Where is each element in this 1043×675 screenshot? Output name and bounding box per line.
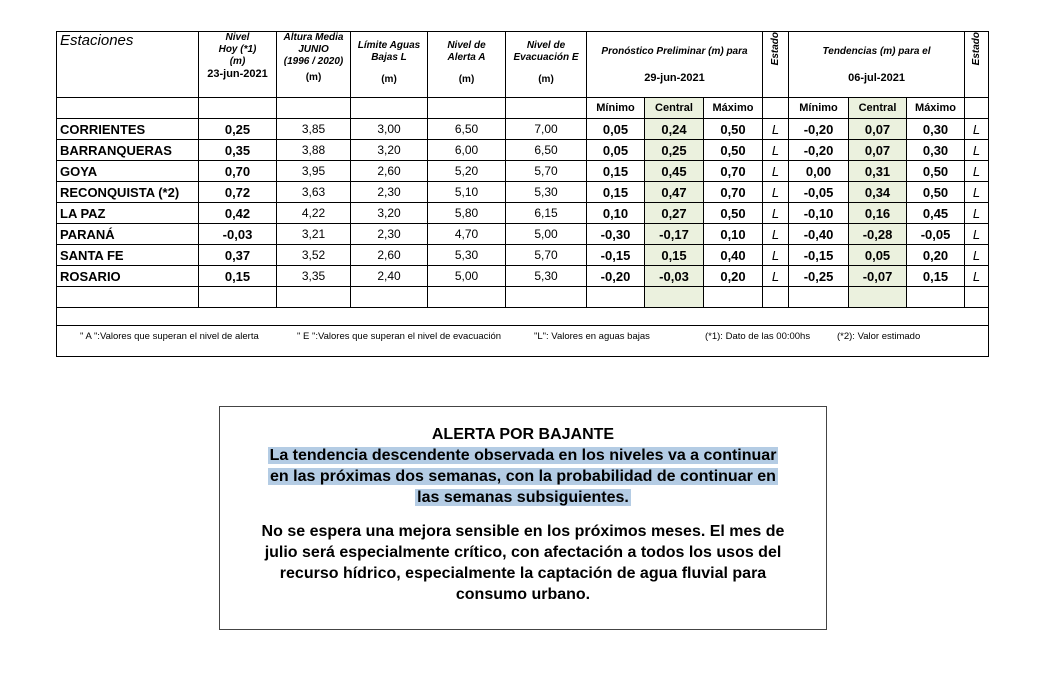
header-text: Nivel: [225, 32, 250, 43]
footnotes: [57, 327, 987, 357]
cell-estado-2: L: [965, 266, 989, 287]
cell-tendencia-maximo: 0,45: [907, 203, 965, 224]
cell-tendencia-central: 0,16: [849, 203, 907, 224]
cell-pronostico-maximo: 0,10: [704, 224, 763, 245]
header-text: (m): [229, 56, 246, 67]
header-estado: [763, 32, 789, 98]
cell-limite-aguas-bajas: 2,30: [351, 224, 428, 245]
header-unit: (m): [458, 74, 475, 85]
header-date: 29-jun-2021: [644, 72, 705, 84]
cell-tendencia-maximo: 0,30: [907, 140, 965, 161]
alert-line: consumo urbano.: [455, 586, 591, 603]
cell-station-name: GOYA: [57, 161, 199, 182]
cell-tendencia-central: 0,05: [849, 245, 907, 266]
subheader-maximo-2: Máximo: [907, 98, 965, 119]
cell-pronostico-minimo: 0,15: [587, 161, 645, 182]
cell-tendencia-central: 0,34: [849, 182, 907, 203]
cell-pronostico-central: -0,17: [645, 224, 704, 245]
alert-line: julio será especialmente crítico, con afectación a todos los usos del: [264, 544, 782, 561]
subheader-central-2: Central: [849, 98, 907, 119]
table-body: [57, 119, 989, 287]
cell-nivel-hoy: 0,35: [199, 140, 277, 161]
cell-station-name: PARANÁ: [57, 224, 199, 245]
cell-nivel-evacuacion: 5,70: [506, 245, 587, 266]
table-row: [57, 140, 989, 161]
alert-title: ALERTA POR BAJANTE: [431, 426, 615, 443]
cell-estado: L: [763, 266, 789, 287]
cell-estado-2: L: [965, 182, 989, 203]
cell-estado-2: L: [965, 140, 989, 161]
cell-pronostico-central: 0,45: [645, 161, 704, 182]
cell-pronostico-central: -0,03: [645, 266, 704, 287]
cell-pronostico-minimo: 0,05: [587, 119, 645, 140]
header-text: Estado: [971, 32, 983, 66]
table-row: [57, 224, 989, 245]
cell-estado-2: L: [965, 203, 989, 224]
cell-tendencia-minimo: -0,20: [789, 119, 849, 140]
cell-pronostico-minimo: 0,15: [587, 182, 645, 203]
cell-estado: L: [763, 161, 789, 182]
cell-pronostico-central: 0,27: [645, 203, 704, 224]
table-row: [57, 203, 989, 224]
header-unit: (m): [305, 72, 322, 83]
cell-tendencia-maximo: 0,15: [907, 266, 965, 287]
header-text: JUNIO: [298, 44, 329, 55]
header-text: Tendencias (m) para el: [822, 46, 931, 57]
cell-altura-media: 3,85: [277, 119, 351, 140]
cell-tendencia-maximo: 0,20: [907, 245, 965, 266]
subheader-minimo: Mínimo: [587, 98, 645, 119]
cell-pronostico-maximo: 0,40: [704, 245, 763, 266]
alert-paragraph-1: [220, 445, 826, 508]
cell-station-name: RECONQUISTA (*2): [57, 182, 199, 203]
header-limite: [351, 32, 428, 98]
header-unit: (m): [381, 74, 397, 85]
cell-nivel-alerta: 6,00: [428, 140, 506, 161]
cell-tendencia-maximo: 0,30: [907, 119, 965, 140]
cell-pronostico-central: 0,25: [645, 140, 704, 161]
cell-station-name: CORRIENTES: [57, 119, 199, 140]
cell-nivel-alerta: 5,20: [428, 161, 506, 182]
cell-altura-media: 3,88: [277, 140, 351, 161]
table-row: [57, 119, 989, 140]
cell-nivel-evacuacion: 5,30: [506, 266, 587, 287]
cell-tendencia-central: 0,07: [849, 140, 907, 161]
header-tendencias: [789, 32, 965, 98]
alert-box: [219, 406, 827, 630]
cell-limite-aguas-bajas: 3,00: [351, 119, 428, 140]
cell-estado-2: L: [965, 245, 989, 266]
cell-nivel-hoy: 0,70: [199, 161, 277, 182]
cell-nivel-evacuacion: 5,00: [506, 224, 587, 245]
cell-tendencia-minimo: -0,10: [789, 203, 849, 224]
cell-limite-aguas-bajas: 2,40: [351, 266, 428, 287]
empty-cell: [506, 98, 587, 119]
subheader-minimo-2: Mínimo: [789, 98, 849, 119]
header-alerta: [428, 32, 506, 98]
cell-nivel-hoy: 0,15: [199, 266, 277, 287]
cell-station-name: LA PAZ: [57, 203, 199, 224]
header-text: Evacuación E: [513, 52, 579, 63]
footnote-valor-estimado: (*2): Valor estimado: [837, 331, 921, 342]
alert-line: No se espera una mejora sensible en los próximos meses. El mes de: [261, 523, 785, 540]
header-date: 23-jun-2021: [207, 68, 268, 80]
levels-table-container: [56, 31, 988, 358]
alert-line: recurso hídrico, especialmente la captación de agua fluvial para: [279, 565, 767, 582]
cell-estado-2: L: [965, 119, 989, 140]
empty-cell: [763, 98, 789, 119]
cell-pronostico-maximo: 0,20: [704, 266, 763, 287]
cell-limite-aguas-bajas: 3,20: [351, 203, 428, 224]
cell-pronostico-maximo: 0,50: [704, 203, 763, 224]
cell-pronostico-central: 0,24: [645, 119, 704, 140]
header-text: Nivel de: [526, 40, 566, 51]
subheader-row: [57, 98, 989, 119]
cell-tendencia-maximo: 0,50: [907, 161, 965, 182]
header-estado-2: [965, 32, 989, 98]
empty-cell: [351, 98, 428, 119]
header-nivel-hoy: [199, 32, 277, 98]
spacer-row: [57, 308, 989, 326]
cell-nivel-evacuacion: 5,30: [506, 182, 587, 203]
cell-estado: L: [763, 245, 789, 266]
header-estaciones: Estaciones: [57, 32, 199, 98]
header-pronostico: [587, 32, 763, 98]
empty-cell: [57, 98, 199, 119]
header-evacuacion: [506, 32, 587, 98]
cell-nivel-alerta: 6,50: [428, 119, 506, 140]
cell-pronostico-maximo: 0,70: [704, 182, 763, 203]
cell-estado: L: [763, 203, 789, 224]
cell-tendencia-central: 0,31: [849, 161, 907, 182]
cell-limite-aguas-bajas: 2,60: [351, 245, 428, 266]
cell-estado: L: [763, 182, 789, 203]
cell-pronostico-minimo: 0,05: [587, 140, 645, 161]
cell-altura-media: 3,63: [277, 182, 351, 203]
cell-nivel-evacuacion: 6,15: [506, 203, 587, 224]
footnote-evacuacion: " E ":Valores que superan el nivel de evacuación: [297, 331, 502, 342]
footnote-alerta: " A ":Valores que superan el nivel de alerta: [80, 331, 259, 342]
cell-estado-2: L: [965, 161, 989, 182]
cell-nivel-alerta: 5,10: [428, 182, 506, 203]
cell-tendencia-minimo: -0,20: [789, 140, 849, 161]
header-text: Nivel de: [447, 40, 486, 51]
alert-paragraph-2: [220, 521, 826, 605]
table-row: [57, 266, 989, 287]
alert-line: en las próximas dos semanas, con la probabilidad de continuar en: [270, 468, 776, 485]
table-row: [57, 182, 989, 203]
cell-tendencia-central: -0,07: [849, 266, 907, 287]
cell-nivel-hoy: 0,72: [199, 182, 277, 203]
alert-line: las semanas subsiguientes.: [417, 489, 629, 506]
cell-pronostico-maximo: 0,70: [704, 161, 763, 182]
cell-nivel-alerta: 5,30: [428, 245, 506, 266]
header-text: (1996 / 2020): [283, 56, 344, 67]
empty-row: [57, 287, 989, 308]
header-date: 06-jul-2021: [848, 72, 905, 84]
cell-limite-aguas-bajas: 3,20: [351, 140, 428, 161]
empty-cell: [277, 98, 351, 119]
cell-tendencia-maximo: 0,50: [907, 182, 965, 203]
header-altura-media: [277, 32, 351, 98]
cell-tendencia-central: -0,28: [849, 224, 907, 245]
header-text: Altura Media: [283, 32, 344, 43]
empty-cell: [199, 98, 277, 119]
cell-pronostico-central: 0,47: [645, 182, 704, 203]
cell-tendencia-minimo: -0,25: [789, 266, 849, 287]
cell-pronostico-minimo: -0,30: [587, 224, 645, 245]
levels-table: [56, 31, 989, 357]
table-row: [57, 245, 989, 266]
cell-altura-media: 3,21: [277, 224, 351, 245]
footnote-dato-hora: (*1): Dato de las 00:00hs: [705, 331, 811, 342]
cell-pronostico-maximo: 0,50: [704, 140, 763, 161]
cell-altura-media: 3,95: [277, 161, 351, 182]
header-unit: (m): [538, 74, 554, 85]
footnote-aguas-bajas: "L": Valores en aguas bajas: [534, 331, 650, 342]
cell-nivel-evacuacion: 6,50: [506, 140, 587, 161]
cell-tendencia-minimo: -0,05: [789, 182, 849, 203]
cell-pronostico-maximo: 0,50: [704, 119, 763, 140]
cell-tendencia-minimo: 0,00: [789, 161, 849, 182]
cell-estado-2: L: [965, 224, 989, 245]
cell-tendencia-minimo: -0,15: [789, 245, 849, 266]
cell-nivel-hoy: -0,03: [199, 224, 277, 245]
cell-nivel-alerta: 5,80: [428, 203, 506, 224]
cell-station-name: ROSARIO: [57, 266, 199, 287]
cell-nivel-alerta: 4,70: [428, 224, 506, 245]
subheader-central: Central: [645, 98, 704, 119]
empty-cell: [965, 98, 989, 119]
header-text: Límite Aguas: [357, 40, 421, 51]
cell-altura-media: 3,35: [277, 266, 351, 287]
header-text: Alerta A: [447, 52, 486, 63]
header-text: Pronóstico Preliminar (m) para: [601, 46, 748, 57]
cell-nivel-evacuacion: 5,70: [506, 161, 587, 182]
cell-tendencia-maximo: -0,05: [907, 224, 965, 245]
header-row: [57, 32, 989, 98]
cell-nivel-alerta: 5,00: [428, 266, 506, 287]
cell-pronostico-central: 0,15: [645, 245, 704, 266]
cell-estado: L: [763, 140, 789, 161]
cell-tendencia-central: 0,07: [849, 119, 907, 140]
subheader-maximo: Máximo: [704, 98, 763, 119]
cell-tendencia-minimo: -0,40: [789, 224, 849, 245]
cell-nivel-hoy: 0,37: [199, 245, 277, 266]
cell-altura-media: 4,22: [277, 203, 351, 224]
cell-estado: L: [763, 119, 789, 140]
cell-pronostico-minimo: -0,15: [587, 245, 645, 266]
alert-line: La tendencia descendente observada en los niveles va a continuar: [269, 447, 777, 464]
header-text: Bajas L: [371, 52, 407, 63]
cell-limite-aguas-bajas: 2,30: [351, 182, 428, 203]
cell-pronostico-minimo: -0,20: [587, 266, 645, 287]
table-row: [57, 161, 989, 182]
cell-nivel-evacuacion: 7,00: [506, 119, 587, 140]
empty-cell: [428, 98, 506, 119]
cell-estado: L: [763, 224, 789, 245]
cell-altura-media: 3,52: [277, 245, 351, 266]
header-text: Estado: [770, 32, 782, 66]
header-text: Hoy (*1): [218, 44, 257, 55]
cell-limite-aguas-bajas: 2,60: [351, 161, 428, 182]
cell-station-name: SANTA FE: [57, 245, 199, 266]
cell-nivel-hoy: 0,25: [199, 119, 277, 140]
cell-station-name: BARRANQUERAS: [57, 140, 199, 161]
cell-pronostico-minimo: 0,10: [587, 203, 645, 224]
cell-nivel-hoy: 0,42: [199, 203, 277, 224]
